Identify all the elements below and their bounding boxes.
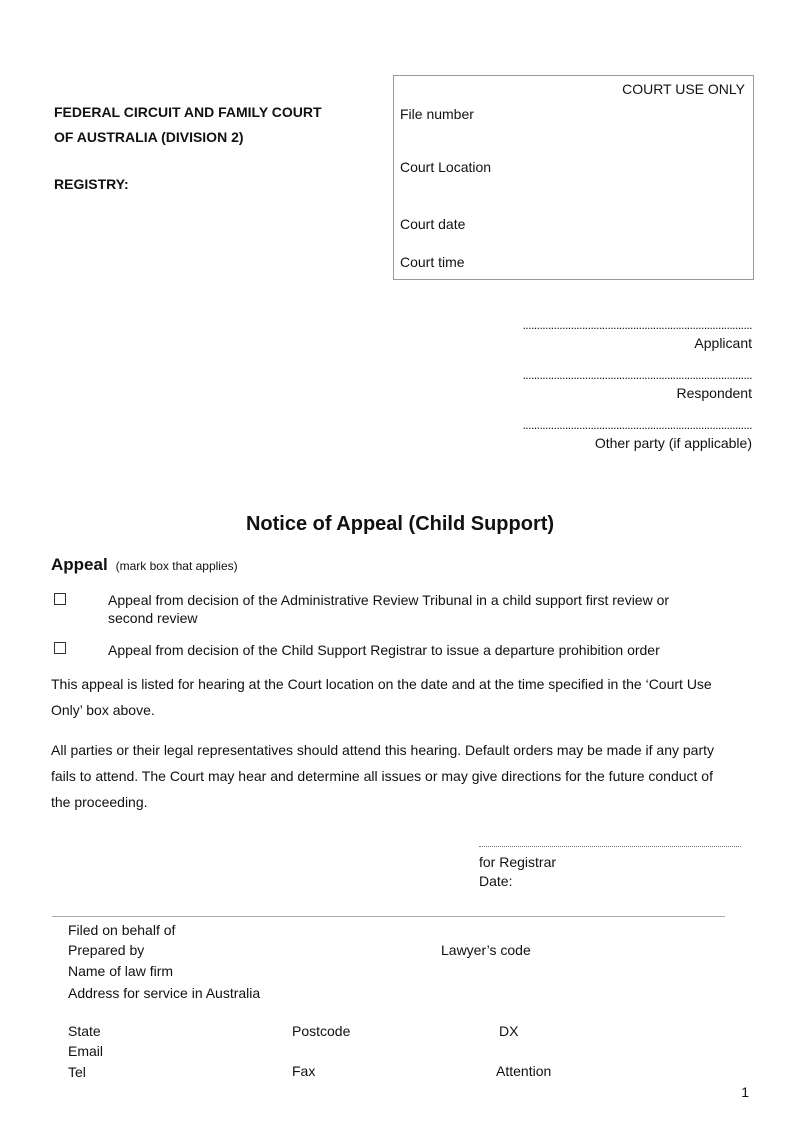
attendance-paragraph-line3: the proceeding. bbox=[51, 794, 148, 810]
court-location-label: Court Location bbox=[400, 159, 492, 175]
dx-label: DX bbox=[499, 1023, 519, 1039]
attendance-paragraph bbox=[51, 737, 756, 815]
appeal-option1-text bbox=[108, 591, 728, 627]
applicant-dotted-line[interactable]: ................................................................................. bbox=[522, 318, 752, 332]
respondent-block bbox=[478, 368, 752, 401]
checkbox-icon bbox=[54, 642, 66, 654]
attention-label: Attention bbox=[496, 1063, 552, 1079]
page-number: 1 bbox=[741, 1084, 749, 1100]
other-party-label: Other party (if applicable) bbox=[594, 435, 752, 451]
applicant-label: Applicant bbox=[694, 335, 752, 351]
attendance-paragraph-line2: fails to attend. The Court may hear and determine all issues or may give directions for the future conduct of bbox=[51, 768, 713, 784]
appeal-heading-text: Appeal bbox=[51, 555, 108, 574]
state-label: State bbox=[68, 1023, 101, 1039]
court-name-line1: FEDERAL CIRCUIT AND FAMILY COURT bbox=[54, 104, 322, 120]
hearing-paragraph bbox=[51, 671, 756, 723]
court-date-label: Court date bbox=[400, 216, 466, 232]
appeal-instruction: (mark box that applies) bbox=[115, 559, 238, 573]
respondent-label: Respondent bbox=[676, 385, 752, 401]
law-firm-label: Name of law firm bbox=[68, 963, 174, 979]
court-time-label: Court time bbox=[400, 254, 465, 270]
registrar-signature-block bbox=[479, 853, 556, 891]
fax-label: Fax bbox=[292, 1063, 316, 1079]
hearing-paragraph-line2: Only’ box above. bbox=[51, 702, 155, 718]
file-number-label: File number bbox=[400, 106, 474, 122]
court-use-only-box bbox=[393, 75, 754, 280]
other-party-block bbox=[478, 418, 752, 451]
appeal-option2-checkbox[interactable] bbox=[54, 642, 66, 654]
document-title: Notice of Appeal (Child Support) bbox=[245, 513, 555, 535]
filed-on-behalf-label: Filed on behalf of bbox=[68, 922, 176, 938]
registrar-signature-line[interactable] bbox=[479, 846, 741, 847]
court-name-line2: OF AUSTRALIA (DIVISION 2) bbox=[54, 129, 244, 145]
prepared-by-label: Prepared by bbox=[68, 942, 145, 958]
checkbox-icon bbox=[54, 593, 66, 605]
appeal-option1-line2: second review bbox=[108, 610, 198, 626]
other-party-dotted-line[interactable]: ................................................................................. bbox=[522, 418, 752, 432]
respondent-dotted-line[interactable]: ................................................................................. bbox=[522, 368, 752, 382]
appeal-heading bbox=[51, 555, 238, 575]
appeal-option2-text: Appeal from decision of the Child Support Registrar to issue a departure prohibition order bbox=[108, 642, 660, 658]
court-use-only-heading: COURT USE ONLY bbox=[622, 81, 745, 97]
registry-label: REGISTRY: bbox=[54, 176, 129, 192]
signature-date-label: Date: bbox=[479, 873, 513, 889]
lawyers-code-label: Lawyer’s code bbox=[441, 942, 531, 958]
address-for-service-label: Address for service in Australia bbox=[68, 985, 261, 1001]
appeal-option1-checkbox[interactable] bbox=[54, 593, 66, 605]
court-name bbox=[54, 100, 322, 150]
footer-divider bbox=[52, 916, 725, 917]
appeal-option1-line1: Appeal from decision of the Administrative Review Tribunal in a child support first review or bbox=[108, 592, 670, 608]
email-label: Email bbox=[68, 1043, 104, 1059]
for-registrar-label: for Registrar bbox=[479, 854, 557, 870]
postcode-label: Postcode bbox=[292, 1023, 351, 1039]
tel-label: Tel bbox=[68, 1064, 86, 1080]
applicant-block bbox=[478, 318, 752, 351]
hearing-paragraph-line1: This appeal is listed for hearing at the Court location on the date and at the time specified in the ‘Court Use bbox=[51, 676, 712, 692]
attendance-paragraph-line1: All parties or their legal representatives should attend this hearing. Default orders may be made if any party bbox=[51, 742, 715, 758]
